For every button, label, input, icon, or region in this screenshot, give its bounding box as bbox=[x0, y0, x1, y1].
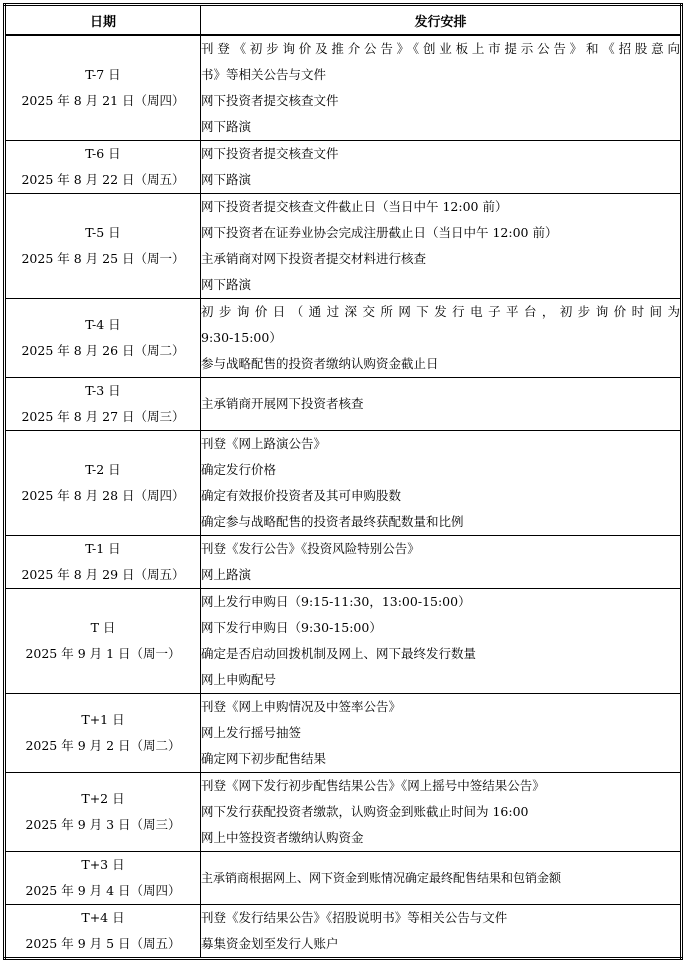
arrangement-line: 网下投资者提交核查文件 bbox=[201, 146, 339, 161]
arrangement-line: 书》等相关公告与文件 bbox=[201, 67, 327, 82]
calendar-date-label: 2025 年 8 月 27 日（周三） bbox=[21, 409, 185, 424]
arrangement-line: 确定是否启动回拨机制及网上、网下最终发行数量 bbox=[201, 646, 477, 661]
table-header-row bbox=[5, 5, 682, 36]
arrangement-line: 网下发行申购日（9:30-15:00） bbox=[201, 620, 382, 635]
table-row bbox=[5, 694, 682, 773]
trading-day-label: T-5 日 bbox=[85, 225, 121, 240]
schedule-body bbox=[5, 35, 682, 959]
arrangement-line: 网上申购配号 bbox=[201, 672, 277, 687]
arrangement-line: 9:30-15:00） bbox=[201, 330, 282, 345]
calendar-date-label: 2025 年 8 月 28 日（周四） bbox=[21, 488, 185, 503]
arrangement-line: 刊登《网上路演公告》 bbox=[201, 436, 327, 451]
table-row bbox=[5, 431, 682, 536]
table-row bbox=[5, 852, 682, 905]
arrangement-line: 确定网下初步配售结果 bbox=[201, 751, 327, 766]
arrangement-line: 网下投资者在证券业协会完成注册截止日（当日中午 12:00 前） bbox=[201, 225, 558, 240]
arrangement-line: 参与战略配售的投资者缴纳认购资金截止日 bbox=[201, 356, 439, 371]
arrangement-line: 网上路演 bbox=[201, 567, 252, 582]
arrangement-cell bbox=[201, 141, 682, 194]
arrangement-cell bbox=[201, 536, 682, 589]
arrangement-line: 网下发行获配投资者缴款，认购资金到账截止时间为 16:00 bbox=[201, 804, 529, 819]
arrangement-line: 主承销商根据网上、网下资金到账情况确定最终配售结果和包销金额 bbox=[201, 871, 562, 885]
arrangement-cell bbox=[201, 431, 682, 536]
trading-day-label: T-3 日 bbox=[85, 383, 121, 398]
trading-day-label: T+4 日 bbox=[81, 910, 125, 925]
table-row bbox=[5, 194, 682, 299]
arrangement-line: 网下路演 bbox=[201, 119, 252, 134]
date-cell bbox=[5, 852, 201, 905]
table-row bbox=[5, 299, 682, 378]
arrangement-cell bbox=[201, 194, 682, 299]
date-cell bbox=[5, 141, 201, 194]
date-cell bbox=[5, 299, 201, 378]
table-row bbox=[5, 35, 682, 141]
date-cell bbox=[5, 905, 201, 959]
arrangement-line: 确定有效报价投资者及其可申购股数 bbox=[201, 488, 402, 503]
arrangement-line: 主承销商开展网下投资者核查 bbox=[201, 396, 364, 411]
date-cell bbox=[5, 536, 201, 589]
calendar-date-label: 2025 年 8 月 25 日（周一） bbox=[21, 251, 185, 266]
table-row bbox=[5, 589, 682, 694]
calendar-date-label: 2025 年 9 月 3 日（周三） bbox=[25, 817, 181, 832]
trading-day-label: T-1 日 bbox=[85, 541, 121, 556]
trading-day-label: T+2 日 bbox=[81, 791, 125, 806]
arrangement-line: 刊登《初步询价及推介公告》《创业板上市提示公告》和《招股意向 bbox=[201, 41, 680, 56]
arrangement-line: 主承销商对网下投资者提交材料进行核查 bbox=[201, 251, 427, 266]
issuance-schedule-table bbox=[3, 3, 683, 960]
arrangement-line: 刊登《网下发行初步配售结果公告》《网上摇号中签结果公告》 bbox=[201, 778, 545, 793]
arrangement-column-header: 发行安排 bbox=[201, 5, 682, 36]
arrangement-cell bbox=[201, 773, 682, 852]
arrangement-cell bbox=[201, 694, 682, 773]
arrangement-cell bbox=[201, 905, 682, 959]
date-cell bbox=[5, 431, 201, 536]
date-cell bbox=[5, 378, 201, 431]
table-row bbox=[5, 905, 682, 959]
table-row bbox=[5, 536, 682, 589]
date-cell bbox=[5, 694, 201, 773]
arrangement-cell bbox=[201, 378, 682, 431]
trading-day-label: T-4 日 bbox=[85, 317, 121, 332]
trading-day-label: T-2 日 bbox=[85, 462, 121, 477]
table-row bbox=[5, 773, 682, 852]
arrangement-cell bbox=[201, 852, 682, 905]
arrangement-line: 刊登《网上申购情况及中签率公告》 bbox=[201, 699, 402, 714]
arrangement-cell bbox=[201, 35, 682, 141]
trading-day-label: T+1 日 bbox=[81, 712, 125, 727]
arrangement-line: 网下路演 bbox=[201, 277, 252, 292]
date-cell bbox=[5, 589, 201, 694]
arrangement-line: 网上发行申购日（9:15-11:30，13:00-15:00） bbox=[201, 594, 471, 609]
trading-day-label: T+3 日 bbox=[81, 857, 125, 872]
calendar-date-label: 2025 年 9 月 2 日（周二） bbox=[25, 738, 181, 753]
calendar-date-label: 2025 年 8 月 21 日（周四） bbox=[21, 93, 185, 108]
date-cell bbox=[5, 35, 201, 141]
arrangement-line: 刊登《发行结果公告》《招股说明书》等相关公告与文件 bbox=[201, 910, 508, 925]
arrangement-line: 网下投资者提交核查文件 bbox=[201, 93, 339, 108]
arrangement-cell bbox=[201, 589, 682, 694]
calendar-date-label: 2025 年 8 月 29 日（周五） bbox=[21, 567, 185, 582]
arrangement-line: 初步询价日（通过深交所网下发行电子平台，初步询价时间为 bbox=[201, 304, 680, 319]
calendar-date-label: 2025 年 9 月 5 日（周五） bbox=[25, 936, 181, 951]
arrangement-line: 确定参与战略配售的投资者最终获配数量和比例 bbox=[201, 514, 464, 529]
arrangement-line: 网下路演 bbox=[201, 172, 252, 187]
arrangement-line: 确定发行价格 bbox=[201, 462, 277, 477]
arrangement-cell bbox=[201, 299, 682, 378]
trading-day-label: T 日 bbox=[90, 620, 116, 635]
arrangement-line: 网下投资者提交核查文件截止日（当日中午 12:00 前） bbox=[201, 199, 508, 214]
calendar-date-label: 2025 年 8 月 22 日（周五） bbox=[21, 172, 185, 187]
trading-day-label: T-6 日 bbox=[85, 146, 121, 161]
calendar-date-label: 2025 年 9 月 4 日（周四） bbox=[25, 883, 181, 898]
date-column-header: 日期 bbox=[5, 5, 201, 36]
calendar-date-label: 2025 年 8 月 26 日（周二） bbox=[21, 343, 185, 358]
table-row bbox=[5, 141, 682, 194]
date-cell bbox=[5, 194, 201, 299]
arrangement-line: 网上发行摇号抽签 bbox=[201, 725, 302, 740]
arrangement-line: 网上中签投资者缴纳认购资金 bbox=[201, 830, 364, 845]
table-row bbox=[5, 378, 682, 431]
trading-day-label: T-7 日 bbox=[85, 67, 121, 82]
arrangement-line: 募集资金划至发行人账户 bbox=[201, 936, 339, 951]
date-cell bbox=[5, 773, 201, 852]
calendar-date-label: 2025 年 9 月 1 日（周一） bbox=[25, 646, 181, 661]
arrangement-line: 刊登《发行公告》《投资风险特别公告》 bbox=[201, 541, 420, 556]
